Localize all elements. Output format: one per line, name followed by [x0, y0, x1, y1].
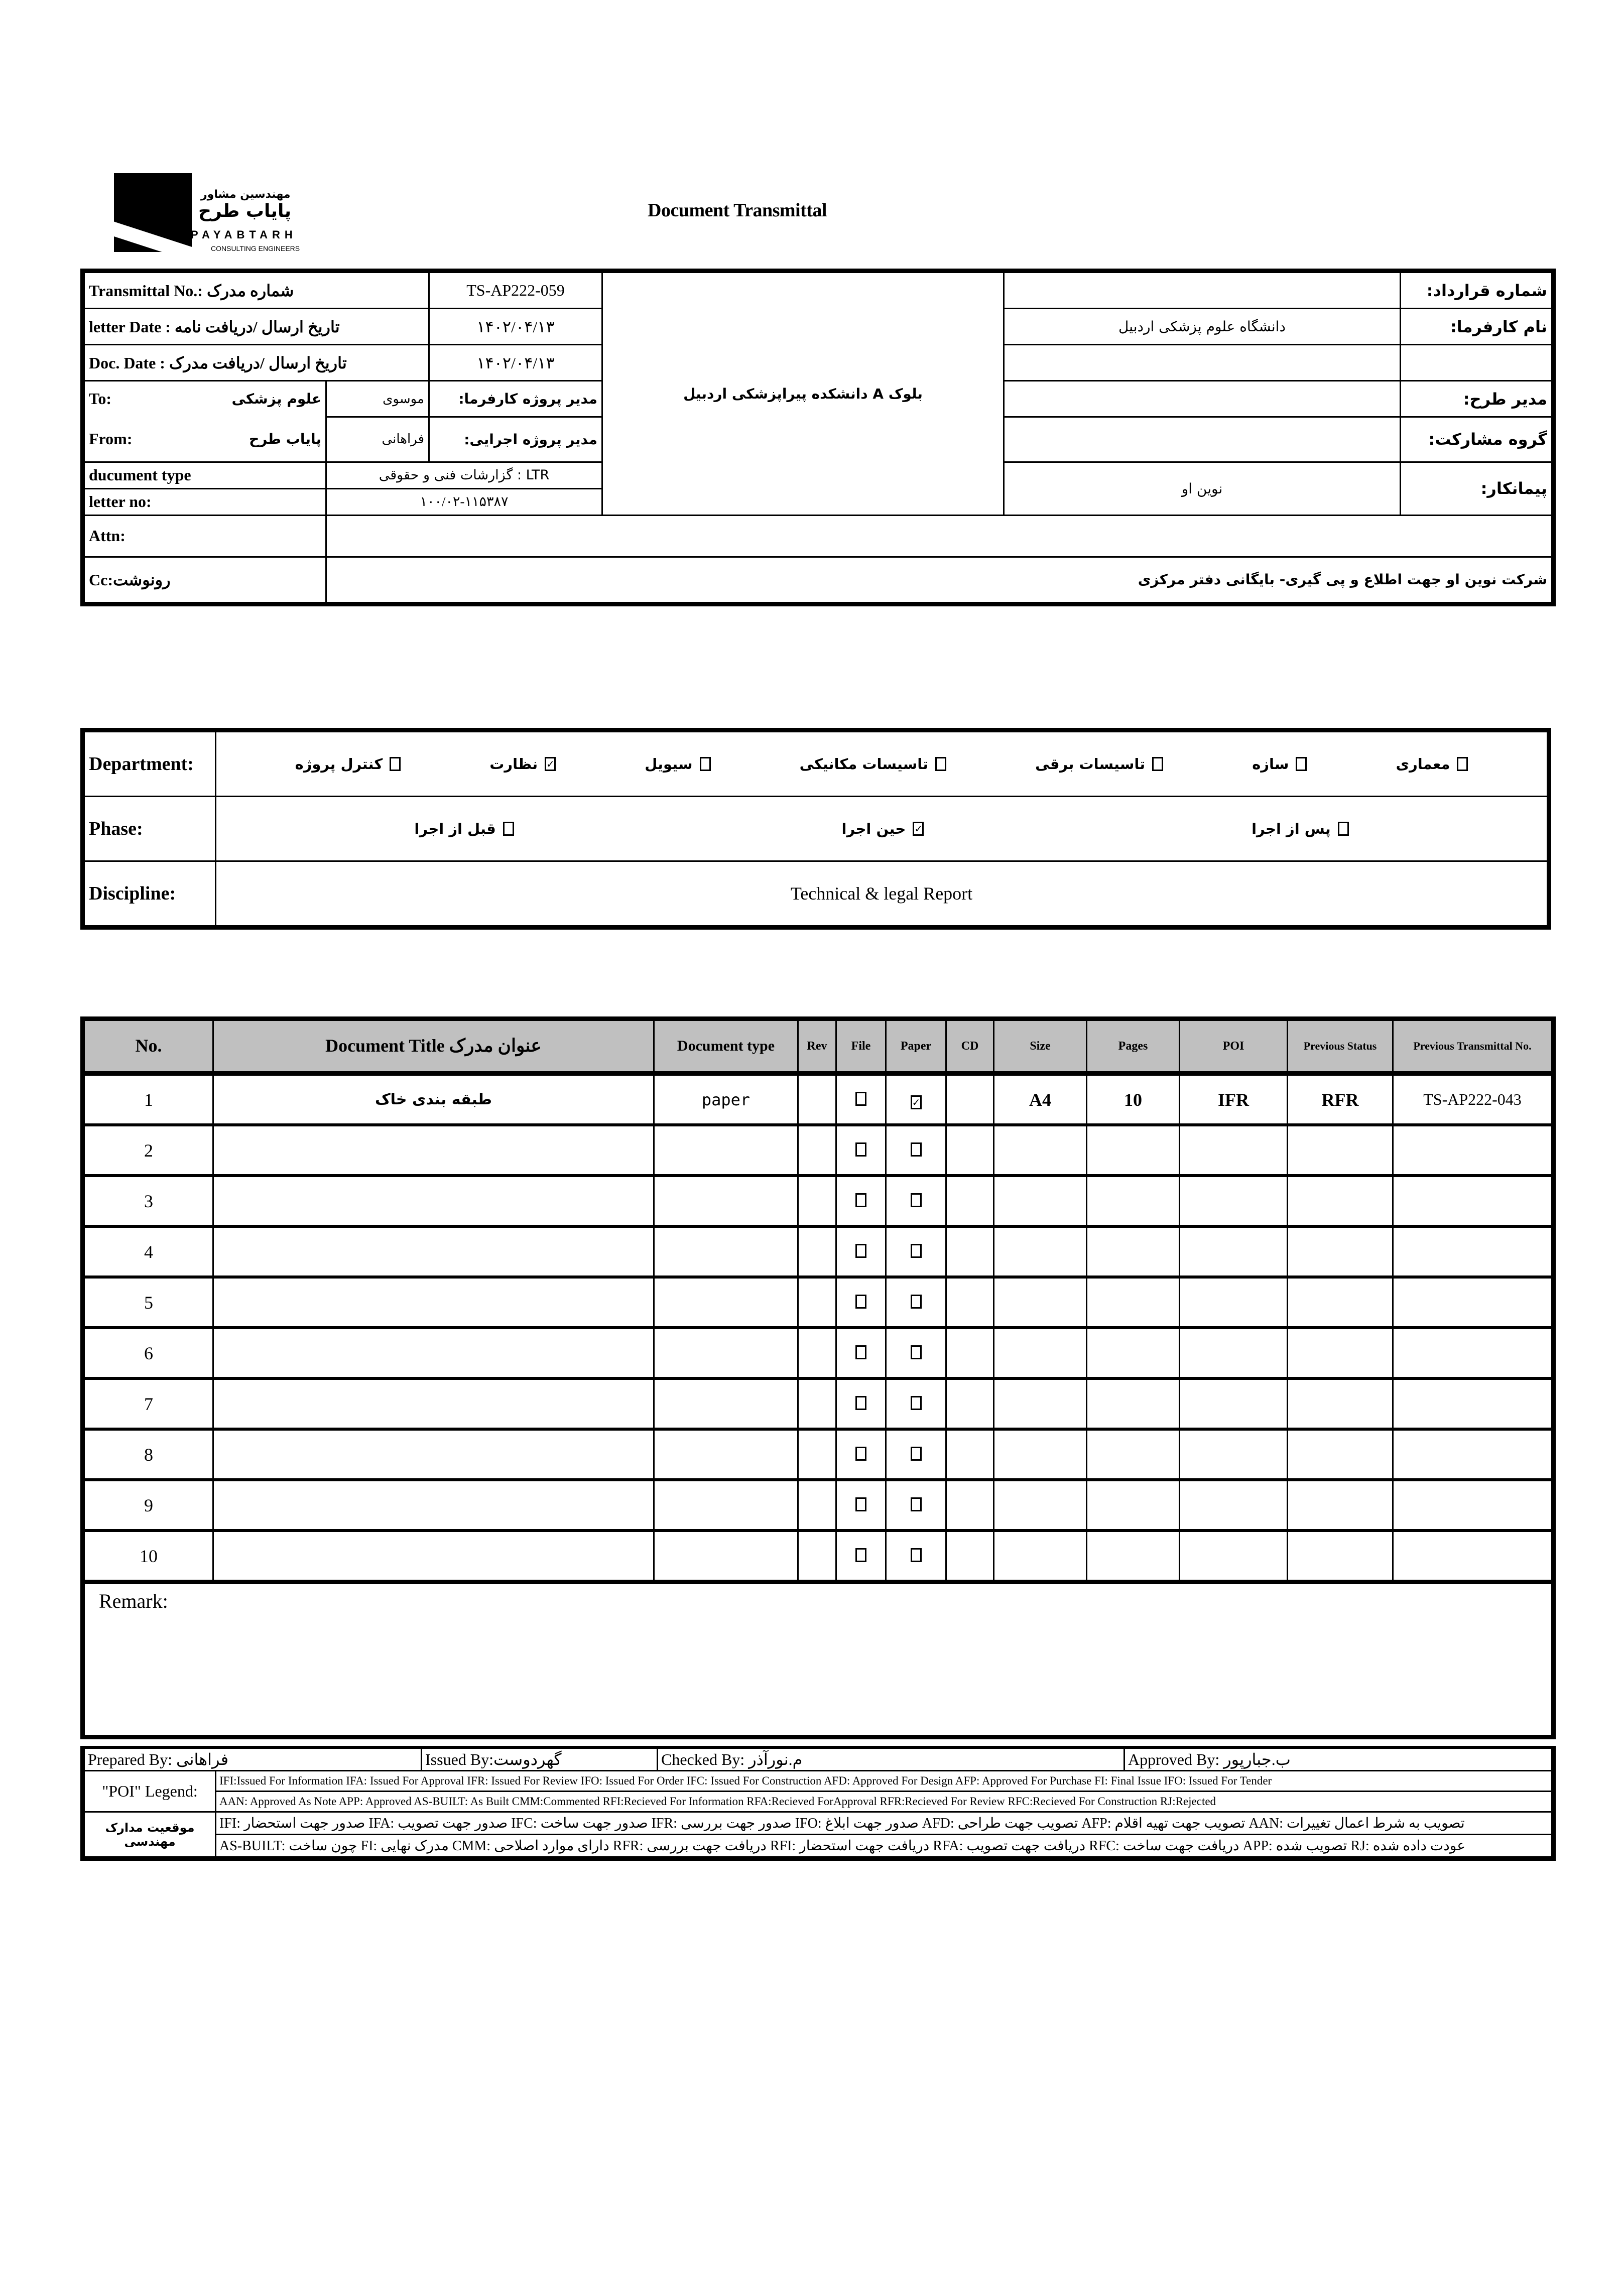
- letter-no-value: ۱۰۰/۰۲-۱۱۵۳۸۷: [326, 488, 602, 515]
- col-previous-status-header: Previous Status: [1288, 1019, 1393, 1074]
- cell-size[interactable]: [994, 1277, 1087, 1328]
- cell-file: [836, 1277, 886, 1328]
- department-option-label: نظارت: [489, 755, 538, 773]
- cell-cd[interactable]: [946, 1125, 994, 1176]
- company-logo-mark: [114, 173, 192, 252]
- cell-prev-transmittal[interactable]: TS-AP222-043: [1393, 1074, 1554, 1125]
- approved-by: Approved By: ب.جبارپور: [1125, 1747, 1554, 1771]
- letter-date-value: ۱۴۰۲/۰۴/۱۳: [429, 309, 602, 345]
- department-option[interactable]: [645, 755, 710, 773]
- cell-size[interactable]: [994, 1226, 1087, 1277]
- checkbox-icon[interactable]: [911, 1295, 922, 1309]
- col-file-header: File: [836, 1019, 886, 1074]
- checkbox-icon[interactable]: [1296, 757, 1307, 771]
- cell-paper: [886, 1530, 946, 1582]
- fa-legend-line-1: IFI: صدور جهت استحضار IFA: صدور جهت تصویب IFC: صدور جهت ساخت IFR: صدور جهت بررسی IFO: صدور جهت ابلاغ AFD: تصویب جهت طراحی AFP: تصویب جهت تهیه اقلام AAN: تصویب به شرط اعمال تغییرات: [216, 1812, 1554, 1835]
- prepared-by: Prepared By: فراهانی: [83, 1747, 422, 1771]
- cell-poi[interactable]: [1180, 1328, 1288, 1378]
- logo-subtitle-en: CONSULTING ENGINEERS: [211, 244, 300, 252]
- poi-legend-line-2: AAN: Approved As Note APP: Approved AS-BUILT: As Built CMM:Commented RFI:Recieved For Information RFA:Recieved ForApproval RFR:Recieved For Review RFC:Recieved For Construction RJ:Rejected: [216, 1792, 1554, 1812]
- cell-prev-status[interactable]: [1288, 1429, 1393, 1480]
- cell-poi[interactable]: [1180, 1277, 1288, 1328]
- checkbox-icon[interactable]: [1457, 757, 1468, 771]
- cell-cd[interactable]: [946, 1328, 994, 1378]
- cell-rev[interactable]: [798, 1328, 836, 1378]
- cell-title[interactable]: [213, 1328, 654, 1378]
- col-poi-header: POI: [1180, 1019, 1288, 1074]
- from-label: From:: [89, 430, 133, 448]
- checkbox-icon[interactable]: [855, 1193, 866, 1207]
- phase-label: Phase:: [83, 797, 216, 861]
- cell-paper: [886, 1328, 946, 1378]
- cell-no[interactable]: 6: [83, 1328, 213, 1378]
- partner-label: گروه مشارکت:: [1401, 417, 1554, 462]
- phase-options: [216, 797, 1549, 861]
- cell-pages[interactable]: [1087, 1480, 1180, 1530]
- plan-manager-value: [1004, 381, 1401, 417]
- checkbox-icon[interactable]: [855, 1295, 866, 1309]
- cell-pages[interactable]: 10: [1087, 1074, 1180, 1125]
- cc-label: Cc:رونوشت: [83, 557, 326, 604]
- phase-option[interactable]: [842, 820, 924, 837]
- cell-poi[interactable]: [1180, 1378, 1288, 1429]
- cell-cd[interactable]: [946, 1378, 994, 1429]
- documents-table: [80, 1016, 1556, 1739]
- cell-type[interactable]: paper: [654, 1074, 798, 1125]
- cell-no[interactable]: 4: [83, 1226, 213, 1277]
- cell-size[interactable]: [994, 1480, 1087, 1530]
- cell-prev-status[interactable]: [1288, 1378, 1393, 1429]
- document-row: [83, 1429, 1554, 1480]
- discipline-value: Technical & legal Report: [216, 861, 1549, 928]
- poi-legend-label: "POI" Legend:: [83, 1771, 216, 1812]
- cc-value: شرکت نوین او جهت اطلاع و پی گیری- بایگانی دفتر مرکزی: [326, 557, 1554, 604]
- cell-type[interactable]: [654, 1480, 798, 1530]
- cell-paper: [886, 1429, 946, 1480]
- cell-prev-transmittal[interactable]: [1393, 1277, 1554, 1328]
- col-paper-header: Paper: [886, 1019, 946, 1074]
- cell-file: [836, 1226, 886, 1277]
- department-options-row: [220, 755, 1543, 773]
- plan-manager-label: مدیر طرح:: [1401, 381, 1554, 417]
- cell-rev[interactable]: [798, 1176, 836, 1226]
- cell-pages[interactable]: [1087, 1226, 1180, 1277]
- cell-prev-transmittal[interactable]: [1393, 1480, 1554, 1530]
- letter-no-label: letter no:: [83, 488, 326, 515]
- department-option[interactable]: [800, 755, 946, 773]
- cell-type[interactable]: [654, 1328, 798, 1378]
- cell-file: [836, 1530, 886, 1582]
- cell-size[interactable]: [994, 1176, 1087, 1226]
- department-option-label: سازه: [1252, 755, 1289, 773]
- department-option[interactable]: [489, 755, 556, 773]
- documents-header-row: [83, 1019, 1554, 1074]
- col-previous-transmittal-header: Previous Transmittal No.: [1393, 1019, 1554, 1074]
- cell-title[interactable]: [213, 1378, 654, 1429]
- exec-pm-name: فراهانی: [326, 417, 429, 462]
- cell-size[interactable]: A4: [994, 1074, 1087, 1125]
- document-row: [83, 1480, 1554, 1530]
- cell-size[interactable]: [994, 1429, 1087, 1480]
- cell-pages[interactable]: [1087, 1125, 1180, 1176]
- cell-type[interactable]: [654, 1530, 798, 1582]
- client-pm-name: موسوی: [326, 381, 429, 417]
- cell-prev-transmittal[interactable]: [1393, 1176, 1554, 1226]
- classification-table: [80, 728, 1551, 930]
- transmittal-header-table: [80, 269, 1556, 606]
- col-pages-header: Pages: [1087, 1019, 1180, 1074]
- department-option-label: سیویل: [645, 755, 693, 773]
- department-label: Department:: [83, 730, 216, 797]
- checkbox-icon[interactable]: [855, 1244, 866, 1258]
- attn-label: Attn:: [83, 515, 326, 557]
- department-options: [216, 730, 1549, 797]
- cell-no[interactable]: 1: [83, 1074, 213, 1125]
- cell-type[interactable]: [654, 1429, 798, 1480]
- phase-option-label: قبل از اجرا: [414, 820, 496, 837]
- cell-prev-transmittal[interactable]: [1393, 1429, 1554, 1480]
- contract-no-value: [1004, 271, 1401, 309]
- checked-checkbox-icon[interactable]: ✓: [545, 757, 556, 771]
- cell-paper: [886, 1176, 946, 1226]
- phase-option[interactable]: [1252, 820, 1349, 837]
- checkbox-icon[interactable]: [855, 1497, 866, 1511]
- cell-prev-status[interactable]: RFR: [1288, 1074, 1393, 1125]
- checkbox-icon[interactable]: [911, 1142, 922, 1157]
- to-label: To:: [89, 390, 112, 408]
- client-value: دانشگاه علوم پزشکی اردبیل: [1004, 309, 1401, 345]
- checkbox-icon[interactable]: [855, 1092, 866, 1106]
- document-row: [83, 1176, 1554, 1226]
- cell-prev-status[interactable]: [1288, 1480, 1393, 1530]
- checkbox-icon[interactable]: [911, 1244, 922, 1258]
- cell-paper: [886, 1480, 946, 1530]
- cell-no[interactable]: 5: [83, 1277, 213, 1328]
- checkbox-icon[interactable]: [1338, 822, 1349, 836]
- cell-title[interactable]: [213, 1125, 654, 1176]
- department-option-label: تاسیسات برقی: [1035, 755, 1146, 773]
- logo-name-fa: پایاب طرح: [198, 201, 292, 221]
- cell-cd[interactable]: [946, 1277, 994, 1328]
- cell-rev[interactable]: [798, 1429, 836, 1480]
- cell-prev-status[interactable]: [1288, 1226, 1393, 1277]
- cell-cd[interactable]: [946, 1176, 994, 1226]
- cell-no[interactable]: 8: [83, 1429, 213, 1480]
- col-cd-header: CD: [946, 1019, 994, 1074]
- phase-option[interactable]: [414, 820, 514, 837]
- doc-type-value: LTR : گزارشات فنی و حقوقی: [326, 462, 602, 488]
- cell-type[interactable]: [654, 1125, 798, 1176]
- document-row: [83, 1277, 1554, 1328]
- checkbox-icon[interactable]: [911, 1345, 922, 1359]
- checkbox-icon[interactable]: [911, 1447, 922, 1461]
- doc-date-value: ۱۴۰۲/۰۴/۱۳: [429, 345, 602, 381]
- cell-poi[interactable]: IFR: [1180, 1074, 1288, 1125]
- cell-title[interactable]: [213, 1429, 654, 1480]
- cell-paper: [886, 1277, 946, 1328]
- transmittal-no-value: TS-AP222-059: [429, 271, 602, 309]
- fa-legend-label: موقعیت مدارک مهندسی: [83, 1812, 216, 1859]
- checkbox-icon[interactable]: [855, 1396, 866, 1410]
- cell-paper: [886, 1226, 946, 1277]
- document-row: [83, 1125, 1554, 1176]
- department-option-label: معماری: [1396, 755, 1450, 773]
- cell-paper: [886, 1125, 946, 1176]
- department-option[interactable]: [1035, 755, 1163, 773]
- checkbox-icon[interactable]: [390, 757, 401, 771]
- checkbox-icon[interactable]: [911, 1548, 922, 1562]
- cell-paper: [886, 1378, 946, 1429]
- checked-checkbox-icon[interactable]: ✓: [911, 1095, 922, 1109]
- logo-name-en: PAYABTARH: [191, 228, 297, 241]
- document-title: Document Transmittal: [648, 200, 827, 221]
- cell-file: [836, 1328, 886, 1378]
- cell-file: [836, 1429, 886, 1480]
- document-row: [83, 1328, 1554, 1378]
- client-pm-label: مدیر پروژه کارفرما:: [429, 381, 602, 417]
- attn-value: [326, 515, 1554, 557]
- logo-stripe: [114, 218, 192, 252]
- cell-pages[interactable]: [1087, 1328, 1180, 1378]
- cell-prev-transmittal[interactable]: [1393, 1378, 1554, 1429]
- cell-rev[interactable]: [798, 1277, 836, 1328]
- cell-no[interactable]: 10: [83, 1530, 213, 1582]
- cell-prev-status[interactable]: [1288, 1530, 1393, 1582]
- cell-type[interactable]: [654, 1226, 798, 1277]
- letter-date-label: letter Date : تاریخ ارسال /دریافت نامه: [83, 309, 429, 345]
- checkbox-icon[interactable]: [935, 757, 946, 771]
- cell-rev[interactable]: [798, 1378, 836, 1429]
- contractor-label: پیمانکار:: [1401, 462, 1554, 515]
- cell-poi[interactable]: [1180, 1530, 1288, 1582]
- cell-pages[interactable]: [1087, 1378, 1180, 1429]
- cell-prev-status[interactable]: [1288, 1277, 1393, 1328]
- cell-cd[interactable]: [946, 1530, 994, 1582]
- cell-poi[interactable]: [1180, 1125, 1288, 1176]
- cell-pages[interactable]: [1087, 1277, 1180, 1328]
- cell-title[interactable]: [213, 1226, 654, 1277]
- cell-file: [836, 1074, 886, 1125]
- contractor-value: نوین او: [1004, 462, 1401, 515]
- checkbox-icon[interactable]: [1152, 757, 1163, 771]
- cell-poi[interactable]: [1180, 1480, 1288, 1530]
- cell-cd[interactable]: [946, 1480, 994, 1530]
- cell-prev-status[interactable]: [1288, 1176, 1393, 1226]
- doc-type-label: ducument type: [83, 462, 326, 488]
- department-option[interactable]: [295, 755, 401, 773]
- fa-legend-line-2: AS-BUILT: چون ساخت FI: مدرک نهایی CMM: دارای موارد اصلاحی RFR: دریافت جهت بررسی RFI: دریافت جهت استحضار RFA: دریافت جهت تصویب RFC: دریافت جهت ساخت APP: تصویب شده RJ: عودت داده شده: [216, 1835, 1554, 1859]
- blank-cell: [1004, 345, 1401, 381]
- cell-prev-transmittal[interactable]: [1393, 1328, 1554, 1378]
- cell-pages[interactable]: [1087, 1530, 1180, 1582]
- phase-option-label: پس از اجرا: [1252, 820, 1331, 837]
- contract-no-label: شماره قرارداد:: [1401, 271, 1554, 309]
- cell-rev[interactable]: [798, 1074, 836, 1125]
- checkbox-icon[interactable]: [503, 822, 514, 836]
- cell-cd[interactable]: [946, 1074, 994, 1125]
- cell-poi[interactable]: [1180, 1176, 1288, 1226]
- cell-no[interactable]: 7: [83, 1378, 213, 1429]
- cell-paper: [886, 1074, 946, 1125]
- cell-file: [836, 1125, 886, 1176]
- document-row: [83, 1074, 1554, 1125]
- cell-title[interactable]: [213, 1277, 654, 1328]
- checked-checkbox-icon[interactable]: ✓: [913, 822, 924, 836]
- to-cell: [85, 381, 325, 416]
- issued-by: Issued By:گهردوست: [422, 1747, 658, 1771]
- cell-no[interactable]: 9: [83, 1480, 213, 1530]
- department-option-label: کنترل پروژه: [295, 755, 383, 773]
- exec-pm-label: مدیر پروژه اجرایی:: [429, 417, 602, 462]
- cell-file: [836, 1480, 886, 1530]
- transmittal-no-label: Transmittal No.: شماره مدرک: [83, 271, 429, 309]
- discipline-label: Discipline:: [83, 861, 216, 928]
- cell-poi[interactable]: [1180, 1226, 1288, 1277]
- cell-file: [836, 1378, 886, 1429]
- cell-size[interactable]: [994, 1328, 1087, 1378]
- document-row: [83, 1530, 1554, 1582]
- doc-date-label: Doc. Date : تاریخ ارسال /دریافت مدرک: [83, 345, 429, 381]
- cell-pages[interactable]: [1087, 1176, 1180, 1226]
- cell-title[interactable]: [213, 1176, 654, 1226]
- cell-size[interactable]: [994, 1378, 1087, 1429]
- checkbox-icon[interactable]: [911, 1497, 922, 1511]
- cell-rev[interactable]: [798, 1530, 836, 1582]
- cell-type[interactable]: [654, 1277, 798, 1328]
- cell-title[interactable]: [213, 1480, 654, 1530]
- cell-no[interactable]: 3: [83, 1176, 213, 1226]
- partner-value: [1004, 417, 1401, 462]
- phase-options-row: [220, 820, 1543, 837]
- cell-poi[interactable]: [1180, 1429, 1288, 1480]
- cell-file: [836, 1176, 886, 1226]
- cell-prev-transmittal[interactable]: [1393, 1530, 1554, 1582]
- cell-cd[interactable]: [946, 1429, 994, 1480]
- remark-label: Remark:: [99, 1590, 168, 1612]
- checkbox-icon[interactable]: [911, 1396, 922, 1410]
- col-document-type-header: Document type: [654, 1019, 798, 1074]
- from-cell: [85, 417, 325, 461]
- cell-prev-transmittal[interactable]: [1393, 1226, 1554, 1277]
- cell-size[interactable]: [994, 1530, 1087, 1582]
- cell-no[interactable]: 2: [83, 1125, 213, 1176]
- from-value: پایاب طرح: [249, 431, 321, 447]
- col-size-header: Size: [994, 1019, 1087, 1074]
- checkbox-icon[interactable]: [855, 1548, 866, 1562]
- client-label: نام کارفرما:: [1401, 309, 1554, 345]
- blank-cell: [1401, 345, 1554, 381]
- poi-legend-line-1: IFI:Issued For Information IFA: Issued For Approval IFR: Issued For Review IFO: Issued For Order IFC: Issued For Construction AFD: Approved For Design AFP: Approved For Purchase FI: Final Issue IFO: Issued For Tender: [216, 1771, 1554, 1792]
- checkbox-icon[interactable]: [700, 757, 711, 771]
- to-value: علوم پزشکی: [231, 391, 321, 407]
- checkbox-icon[interactable]: [911, 1193, 922, 1207]
- checkbox-icon[interactable]: [855, 1345, 866, 1359]
- col-document-title-header: Document Title عنوان مدرک: [213, 1019, 654, 1074]
- cell-title[interactable]: [213, 1530, 654, 1582]
- logo-subtitle-fa: مهندسین مشاور: [201, 188, 291, 201]
- cell-rev[interactable]: [798, 1226, 836, 1277]
- cell-cd[interactable]: [946, 1226, 994, 1277]
- signoff-legend-table: [80, 1746, 1556, 1861]
- checkbox-icon[interactable]: [855, 1447, 866, 1461]
- remark-cell[interactable]: [83, 1582, 1554, 1737]
- department-option[interactable]: [1252, 755, 1307, 773]
- cell-type[interactable]: [654, 1378, 798, 1429]
- cell-prev-status[interactable]: [1288, 1125, 1393, 1176]
- department-option[interactable]: [1396, 755, 1468, 773]
- document-row: [83, 1378, 1554, 1429]
- col-no-header: No.: [83, 1019, 213, 1074]
- phase-option-label: حین اجرا: [841, 820, 906, 837]
- col-rev-header: Rev: [798, 1019, 836, 1074]
- cell-prev-status[interactable]: [1288, 1328, 1393, 1378]
- cell-prev-transmittal[interactable]: [1393, 1125, 1554, 1176]
- cell-size[interactable]: [994, 1125, 1087, 1176]
- project-name: بلوک A دانشکده پیراپزشکی اردبیل: [602, 271, 1004, 516]
- cell-type[interactable]: [654, 1176, 798, 1226]
- document-row: [83, 1226, 1554, 1277]
- cell-title[interactable]: طبقه بندی خاک: [213, 1074, 654, 1125]
- cell-pages[interactable]: [1087, 1429, 1180, 1480]
- department-option-label: تاسیسات مکانیکی: [799, 755, 929, 773]
- cell-rev[interactable]: [798, 1125, 836, 1176]
- cell-rev[interactable]: [798, 1480, 836, 1530]
- checkbox-icon[interactable]: [855, 1142, 866, 1157]
- checked-by: Checked By: م.نورآذر: [658, 1747, 1125, 1771]
